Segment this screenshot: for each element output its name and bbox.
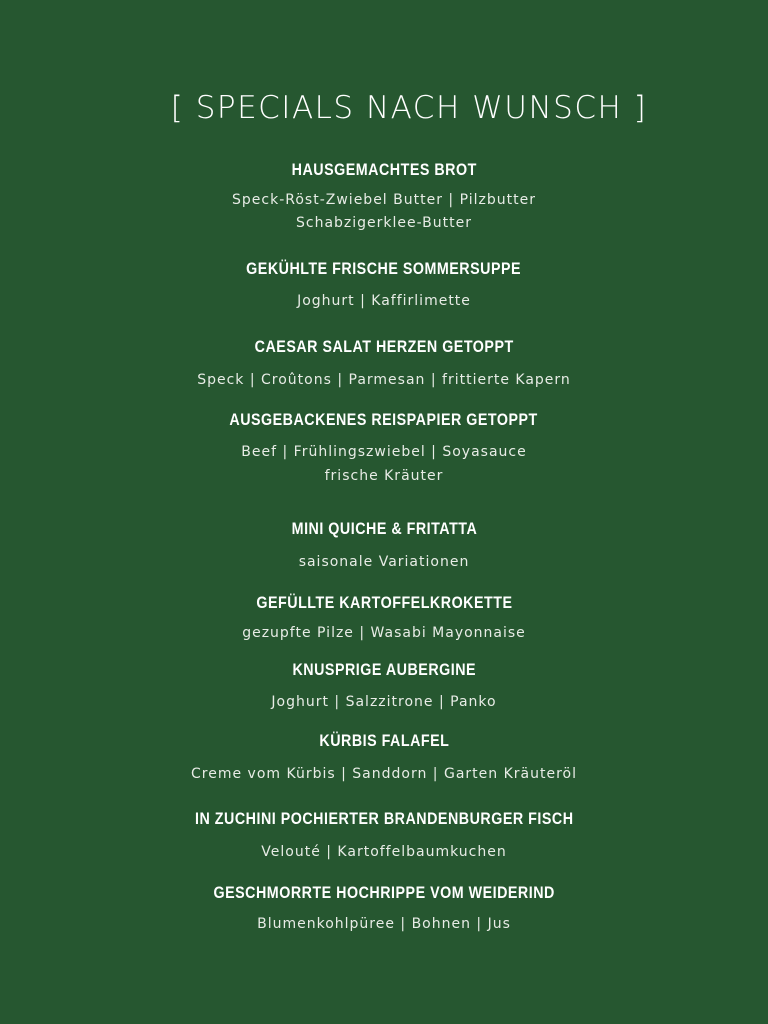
menu-item-name: MINI QUICHE & FRITATTA xyxy=(291,519,477,538)
menu-item-name: IN ZUCHINI POCHIERTER BRANDENBURGER FISCH xyxy=(194,809,574,828)
menu-item-description: saisonale Variationen xyxy=(298,554,470,570)
menu-item-name: CAESAR SALAT HERZEN GETOPPT xyxy=(254,337,514,356)
menu-item-description: gezupfte Pilze | Wasabi Mayonnaise xyxy=(242,625,526,641)
menu-item-title xyxy=(0,592,768,614)
menu-item-title xyxy=(0,730,768,752)
menu-title-text: [ SPECIALS NACH WUNSCH ] xyxy=(170,90,648,126)
menu-item-name: GEKÜHLTE FRISCHE SOMMERSUPPE xyxy=(246,259,522,278)
menu-item-title xyxy=(0,882,768,904)
menu-item-title xyxy=(0,808,768,830)
menu-item-name: KNUSPRIGE AUBERGINE xyxy=(292,660,476,679)
menu-item-title xyxy=(0,159,768,181)
menu-item-name: HAUSGEMACHTES BROT xyxy=(291,160,477,179)
menu-item-description: Beef | Frühlingszwiebel | Soyasauce xyxy=(241,444,527,460)
menu-item-description: Speck-Röst-Zwiebel Butter | Pilzbutter xyxy=(232,192,536,208)
menu-item-name: GEFÜLLTE KARTOFFELKROKETTE xyxy=(255,593,513,612)
menu-item-description: Joghurt | Salzzitrone | Panko xyxy=(271,694,497,710)
menu-title xyxy=(0,86,768,130)
menu-item-name: KÜRBIS FALAFEL xyxy=(318,731,450,750)
menu-item-title xyxy=(0,659,768,681)
menu-item-description: Schabzigerklee-Butter xyxy=(295,215,473,231)
menu-item-name: GESCHMORRTE HOCHRIPPE VOM WEIDERIND xyxy=(213,883,555,902)
menu-item-title xyxy=(0,518,768,540)
menu-item-description: Velouté | Kartoffelbaumkuchen xyxy=(261,844,507,860)
menu-item-description: Blumenkohlpüree | Bohnen | Jus xyxy=(257,916,511,932)
menu-item-name: AUSGEBACKENES REISPAPIER GETOPPT xyxy=(229,410,539,429)
menu-item-description: Speck | Croûtons | Parmesan | frittierte Kapern xyxy=(197,372,571,388)
menu-item-description: Joghurt | Kaffirlimette xyxy=(297,293,471,309)
menu-item-description: Creme vom Kürbis | Sanddorn | Garten Kräuteröl xyxy=(191,766,577,782)
menu-item-description: frische Kräuter xyxy=(324,468,444,484)
menu-item-title xyxy=(0,336,768,358)
menu-item-title xyxy=(0,258,768,280)
menu-item-title xyxy=(0,409,768,431)
